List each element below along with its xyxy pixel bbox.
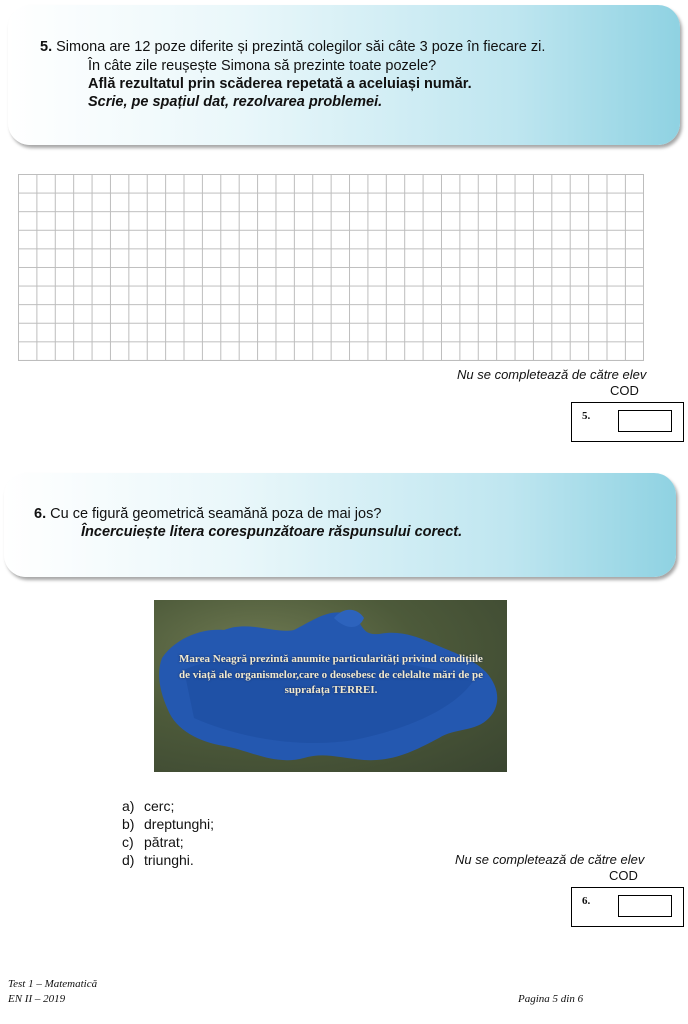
option-a[interactable]	[122, 798, 174, 814]
footer-page-number: Pagina 5 din 6	[518, 993, 584, 1005]
answer-grid[interactable]	[18, 174, 644, 361]
option-c[interactable]	[122, 834, 184, 850]
question-6-instruction: Încercuiește litera corespunzătoare răspunsului corect.	[81, 524, 463, 540]
score-6-cod: COD	[609, 868, 638, 883]
question-6-line-1	[34, 505, 381, 523]
score-5-cod: COD	[610, 383, 639, 398]
question-5-number: 5.	[40, 39, 53, 55]
option-a-text: cerc;	[144, 798, 175, 814]
score-5-box	[571, 402, 684, 442]
question-5-instruction: Află rezultatul prin scăderea repetată a aceluiași număr.	[88, 76, 472, 92]
question-6-box	[4, 473, 676, 577]
score-5-cell[interactable]	[618, 410, 672, 432]
footer-exam: EN II – 2019	[8, 993, 66, 1005]
question-5-line-1	[40, 38, 545, 56]
score-6-item: 6.	[582, 895, 591, 907]
option-b-letter: b)	[122, 816, 135, 832]
option-b-text: dreptunghi;	[144, 816, 215, 832]
question-5-line-2: În câte zile reușește Simona să prezinte toate pozele?	[88, 58, 437, 74]
black-sea-image	[154, 600, 507, 772]
question-5-text: Simona are 12 poze diferite și prezintă colegilor săi câte 3 poze în fiecare zi.	[56, 39, 546, 55]
question-5-box	[8, 5, 680, 145]
footer-test-title: Test 1 – Matematică	[8, 978, 98, 990]
option-d[interactable]	[122, 852, 194, 868]
score-6-box	[571, 887, 684, 927]
question-6-text: Cu ce figură geometrică seamănă poza de mai jos?	[50, 506, 382, 522]
question-6-number: 6.	[34, 506, 47, 522]
score-6-cell[interactable]	[618, 895, 672, 917]
black-sea-caption: Marea Neagră prezintă anumite particularități privind condițiile de viață ale organismelor,care o deosebesc de celelalte mări de pe suprafața TERREI.	[179, 653, 483, 696]
score-5-item: 5.	[582, 410, 591, 422]
score-5-note: Nu se completează de către elev	[457, 367, 647, 382]
score-6-note: Nu se completează de către elev	[455, 852, 645, 867]
option-a-letter: a)	[122, 798, 135, 814]
option-d-text: triunghi.	[144, 852, 194, 868]
option-c-letter: c)	[122, 834, 134, 850]
option-d-letter: d)	[122, 852, 135, 868]
question-5-write-instruction: Scrie, pe spațiul dat, rezolvarea problemei.	[88, 94, 383, 110]
option-b[interactable]	[122, 816, 214, 832]
option-c-text: pătrat;	[144, 834, 184, 850]
